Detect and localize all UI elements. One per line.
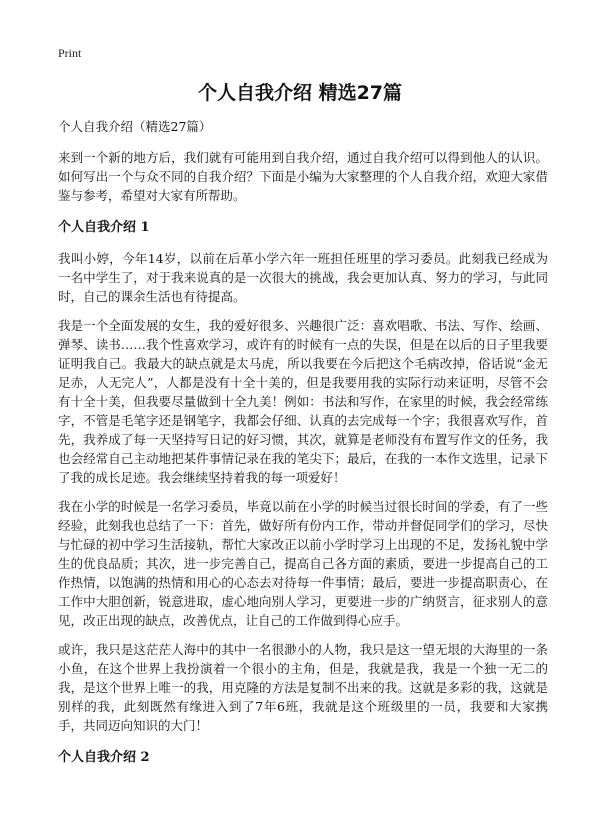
section-heading-1: 个人自我介绍 1 [58, 220, 150, 235]
intro-paragraph: 来到一个新的地方后，我们就有可能用到自我介绍，通过自我介绍可以得到他人的认识。如何写出一个与众不同的自我介绍？下面是小编为大家整理的个人自我介绍，欢迎大家借鉴与参考，希望对大家有所帮助。 [58, 150, 548, 203]
section-heading-2: 个人自我介绍 2 [58, 750, 150, 765]
document-title: 个人自我介绍 精选27篇 [197, 82, 403, 104]
section-1-paragraph-3: 我在小学的时候是一名学习委员，毕竟以前在小学的时候当过很长时间的学委，有了一些经验，此刻我也总结了一下：首先，做好所有份内工作，带动并督促同学们的学习，尽快与忙碌的初中学习生活接轨，帮忙大家改正以前小学时学习上出现的不足，发扬礼貌中学生的优良品质；其次，进一步完善自己，提高自己各方面的素质，要进一步提高自己的工作热情，以饱满的热情和用心的心态去对待每一件事情；最后，要进一步提高职责心，在工作中大胆创新，锐意进取，虚心地向别人学习，更要进一步的广纳贤言，征求别人的意见，改正出现的缺点，改善优点，让自己的工作做到得心应手。 [58, 499, 548, 628]
document-body [58, 118, 548, 779]
document-subtitle: 个人自我介绍（精选27篇） [58, 119, 212, 134]
section-1-paragraph-4: 或许，我只是这茫茫人海中的其中一名很渺小的人物，我只是这一望无垠的大海里的一条小鱼，在这个世界上我扮演着一个很小的主角，但是，我就是我，我是一个独一无二的我，是这个世界上唯一的我，用克隆的方法是复制不出来的我。这就是多彩的我，这就是别样的我，此刻既然有缘进入到了7年6班，我就是这个班级里的一员，我要和大家携手，共同迈向知识的大门！ [58, 642, 548, 733]
section-1-paragraph-1: 我叫小婷，今年14岁，以前在后革小学六年一班担任班里的学习委员。此刻我已经成为一名中学生了，对于我来说真的是一次很大的挑战，我会更加认真、努力的学习，与此同时，自己的课余生活也有待提高。 [58, 251, 548, 304]
print-label[interactable]: Print [58, 46, 82, 60]
section-1-paragraph-2: 我是一个全面发展的女生，我的爱好很多、兴趣很广泛：喜欢唱歌、书法、写作、绘画、弹琴、读书……我个性喜欢学习，或许有的时候有一点的失误，但是在以后的日子里我要证明我自己。我最大的缺点就是太马虎，所以我要在今后把这个毛病改掉，俗话说“金无足赤，人无完人”，人都是没有十全十美的，但是我要用我的实际行动来证明，尽管不会有十全十美，但我要尽量做到十全九美！例如：书法和写作，在家里的时候，我会经常练字，不管是毛笔字还是钢笔字，我都会仔细、认真的去完成每一个字；我很喜欢写作，首先，我养成了每一天坚持写日记的好习惯，其次，就算是老师没有布置写作文的任务，我也会经常自己主动地把某件事情记录在我的笔尖下；最后，在我的一本作文选里，记录下了我的成长足迹。我会继续坚持着我的每一项爱好！ [58, 318, 548, 485]
